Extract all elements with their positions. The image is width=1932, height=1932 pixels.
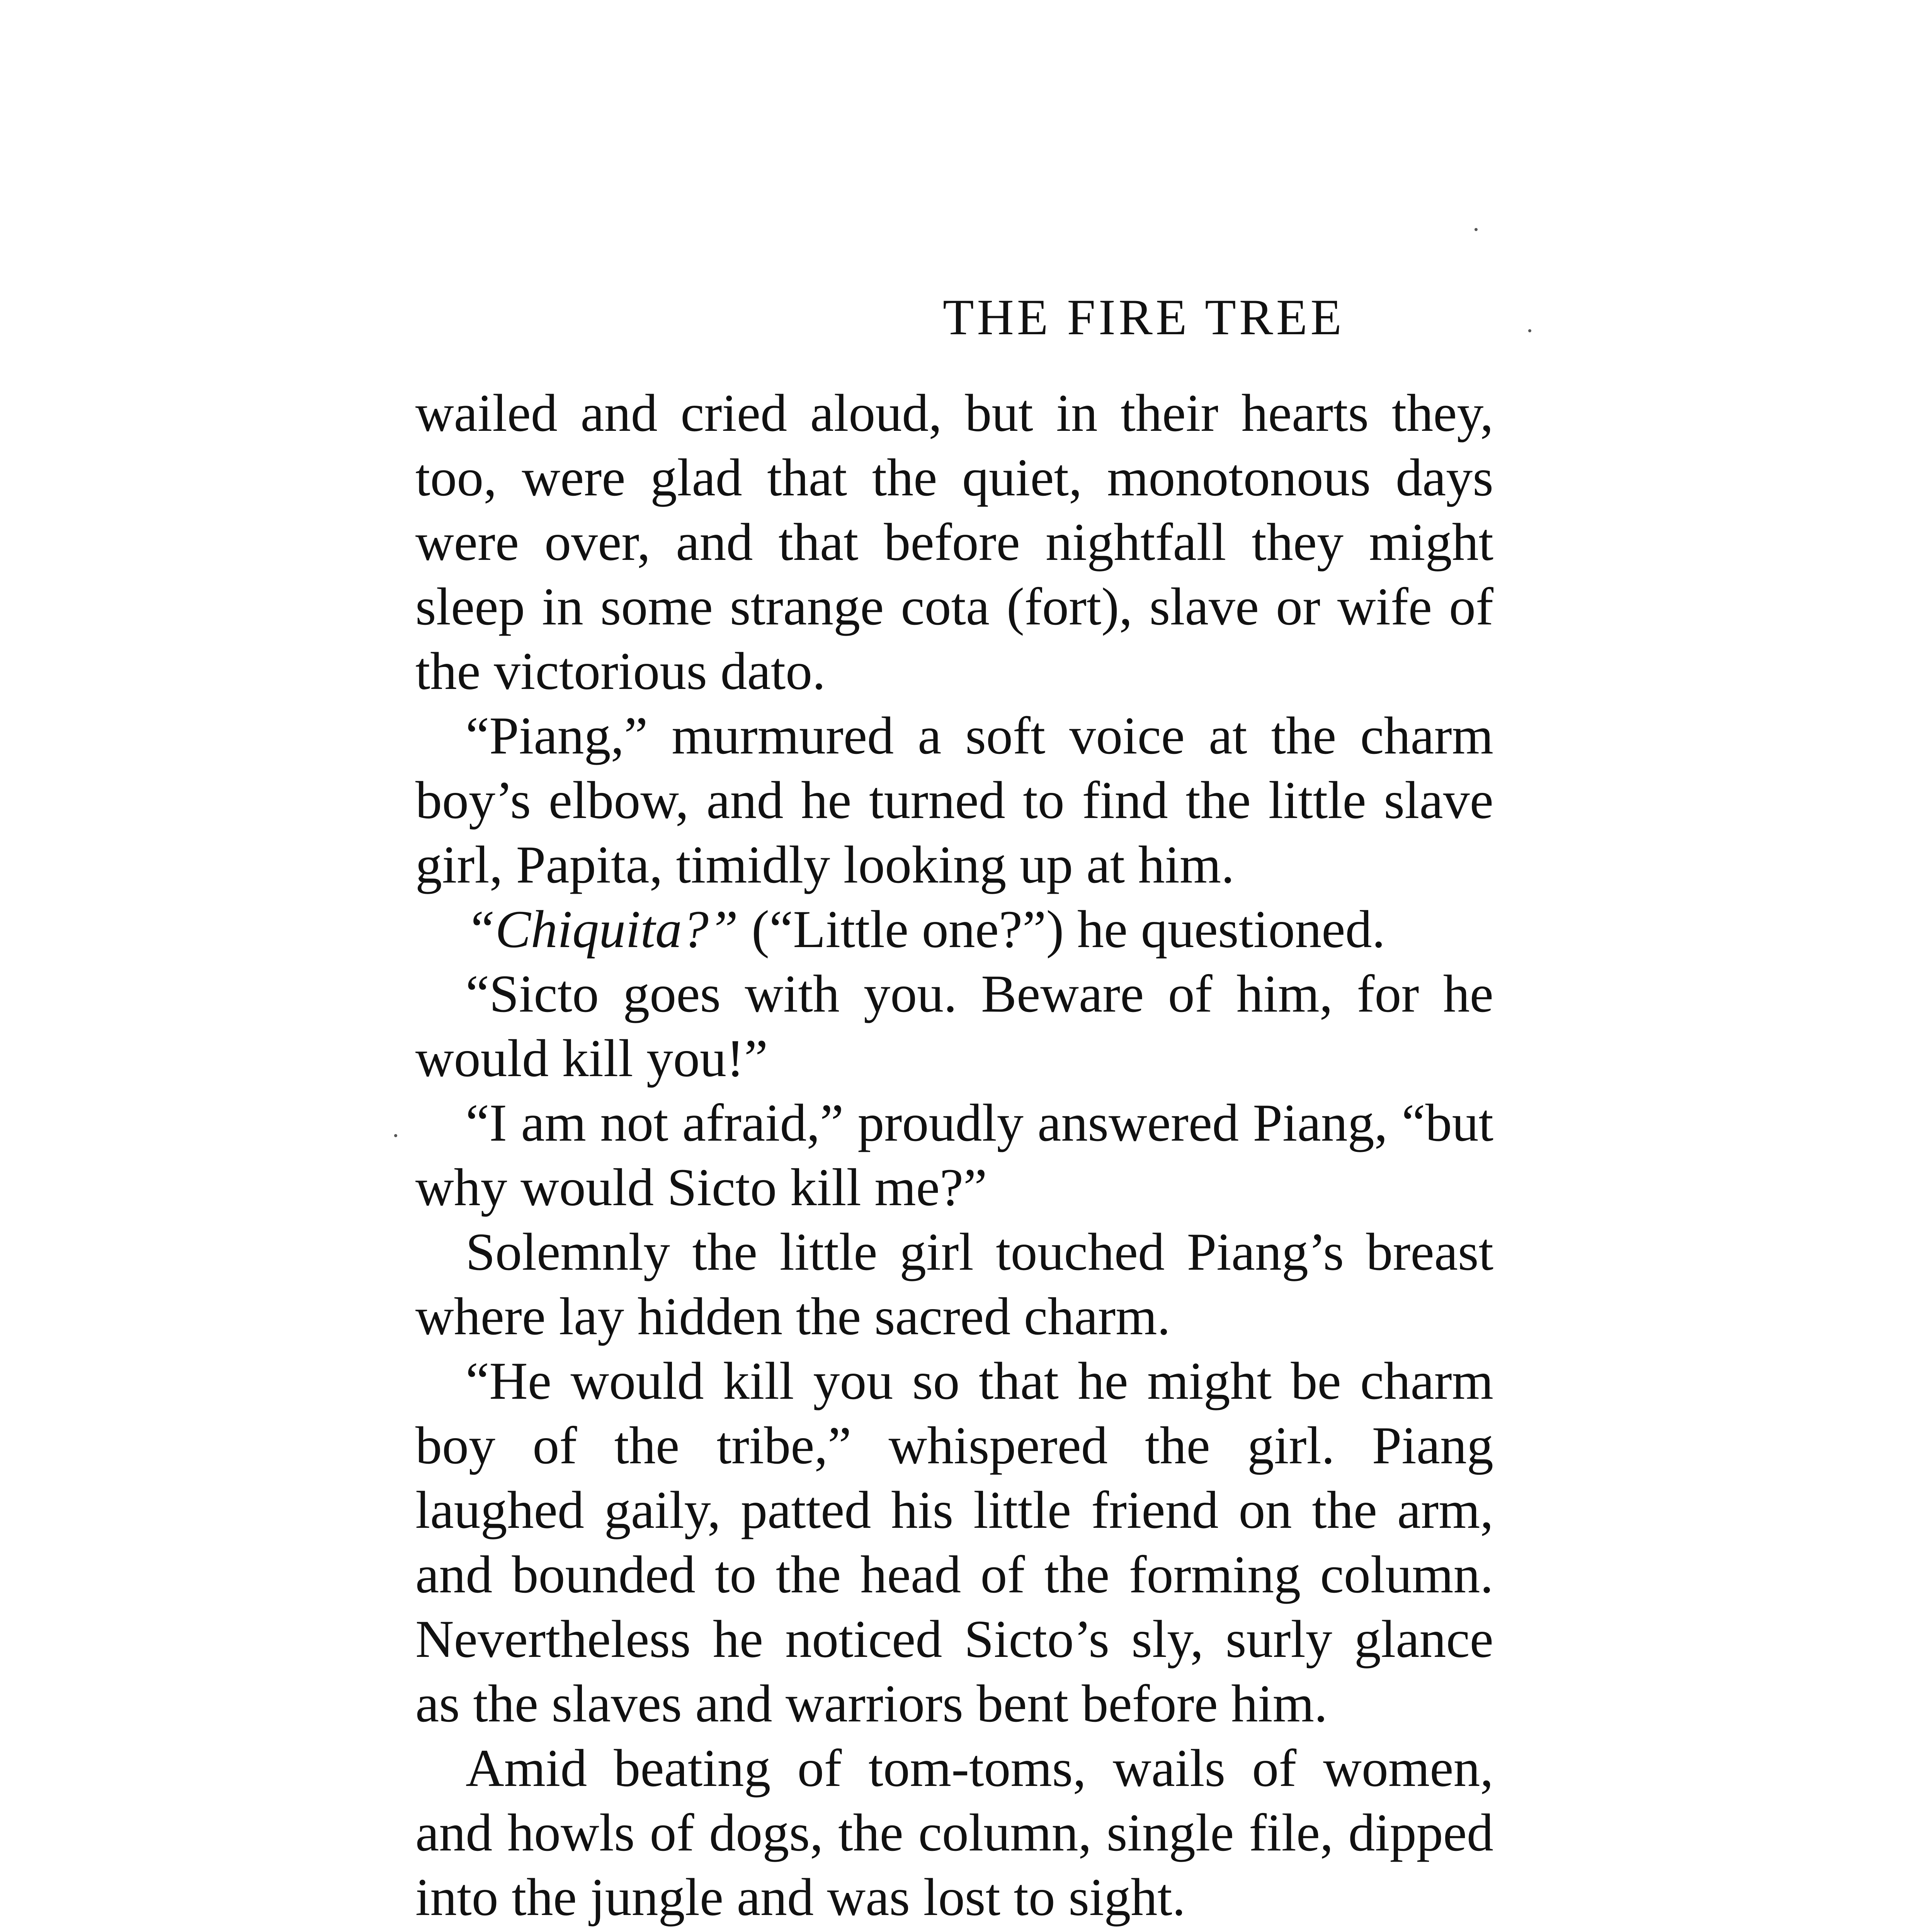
running-head: THE FIRE TREE bbox=[942, 289, 1345, 345]
paragraph: Solemnly the little girl touched Piang’s breast where lay hidden the sacred charm. bbox=[415, 1222, 1493, 1346]
paragraph: “Piang,” murmured a soft voice at the charm boy’s elbow, and he turned to find the little slave girl, Papita, timidly looking up at him. bbox=[415, 706, 1493, 894]
scan-speck bbox=[394, 1134, 397, 1137]
italic-word: “Chiquita?” bbox=[466, 900, 738, 959]
paragraph: Amid beating of tom-toms, wails of women, and howls of dogs, the column, single file, dipped into the jungle and was lost to sight. bbox=[415, 1738, 1493, 1927]
paragraph: “He would kill you so that he might be charm boy of the tribe,” whispered the girl. Piang laughed gaily, patted his little friend on the arm, and bounded to the head of the forming column. Nevertheless he noticed Sicto’s sly, surly glance as the slaves and warriors bent before him. bbox=[415, 1351, 1493, 1733]
paragraph: “I am not afraid,” proudly answered Piang, “but why would Sicto kill me?” bbox=[415, 1093, 1493, 1217]
paragraph: “Sicto goes with you. Beware of him, for he would kill you!” bbox=[415, 964, 1493, 1088]
body-text bbox=[415, 381, 1493, 1929]
paragraph-rest: (“Little one?”) he questioned. bbox=[738, 900, 1386, 959]
paragraph: wailed and cried aloud, but in their hearts they, too, were glad that the quiet, monotonous days were over, and that before nightfall they might sleep in some strange cota (fort), slave or wife of the victorious dato. bbox=[415, 383, 1493, 701]
paragraph bbox=[415, 897, 1493, 961]
scan-speck bbox=[1475, 228, 1478, 231]
